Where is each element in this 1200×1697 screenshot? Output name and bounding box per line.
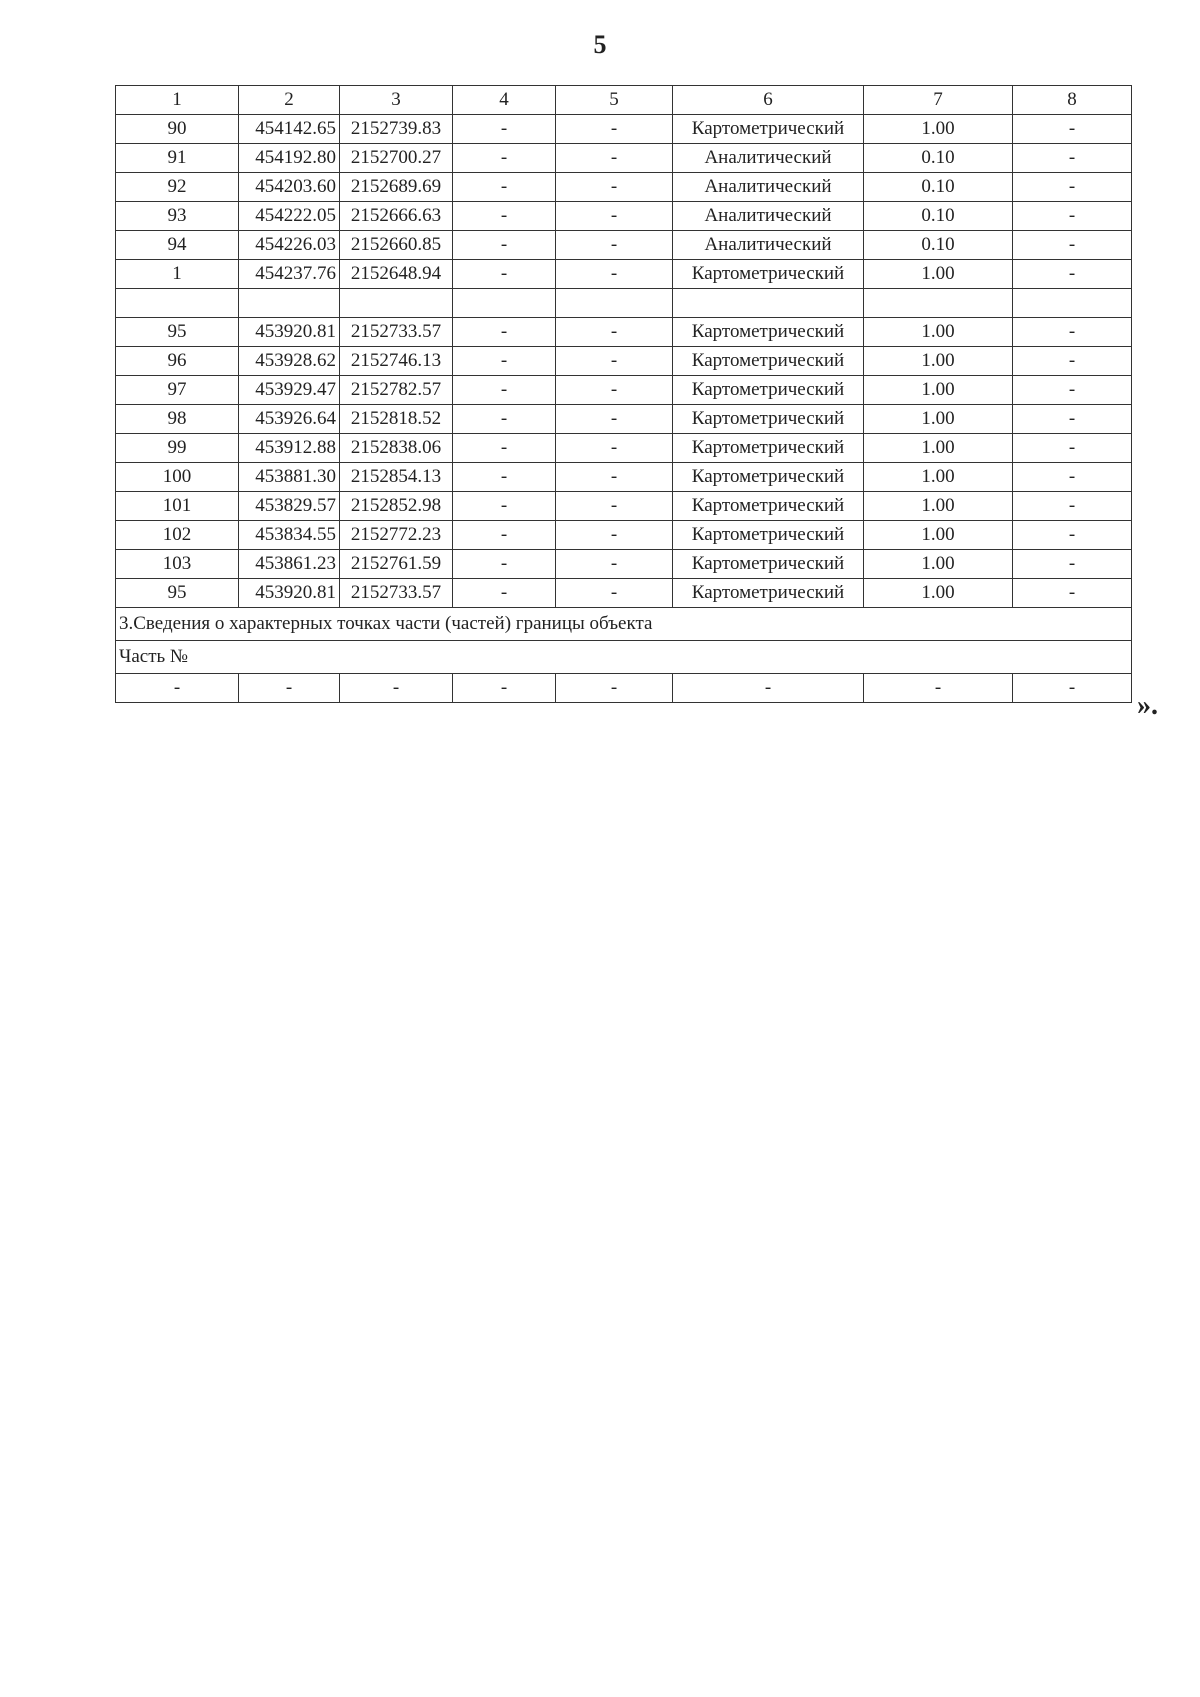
table-cell: 454226.03 (239, 231, 340, 260)
table-cell: - (1013, 202, 1132, 231)
table-cell: - (453, 463, 556, 492)
table-cell: - (556, 347, 673, 376)
table-cell: 2152700.27 (340, 144, 453, 173)
table-cell: - (556, 405, 673, 434)
table-cell: 454237.76 (239, 260, 340, 289)
table-cell: 1.00 (864, 521, 1013, 550)
table-cell: 2152660.85 (340, 231, 453, 260)
table-cell: 453881.30 (239, 463, 340, 492)
table-cell: 1.00 (864, 260, 1013, 289)
table-cell: - (1013, 434, 1132, 463)
header-cell: 8 (1013, 86, 1132, 115)
part-cell: - (340, 674, 453, 703)
table-cell: - (453, 318, 556, 347)
table-cell: 1.00 (864, 579, 1013, 608)
table-cell: - (1013, 492, 1132, 521)
table-cell: 453829.57 (239, 492, 340, 521)
table-cell: 97 (116, 376, 239, 405)
header-cell: 1 (116, 86, 239, 115)
table-cell: - (556, 376, 673, 405)
table-cell: - (1013, 405, 1132, 434)
table-cell: 0.10 (864, 202, 1013, 231)
table-cell: - (556, 115, 673, 144)
header-cell: 6 (673, 86, 864, 115)
table-cell: - (1013, 463, 1132, 492)
table-cell: - (556, 202, 673, 231)
section-3 (116, 608, 1132, 703)
table-row (116, 492, 1132, 521)
table-row (116, 434, 1132, 463)
table-cell: 1.00 (864, 347, 1013, 376)
table-cell: - (453, 521, 556, 550)
table-header-row (116, 86, 1132, 115)
table-cell: 2152648.94 (340, 260, 453, 289)
part-row (116, 674, 1132, 703)
table-cell: 1.00 (864, 550, 1013, 579)
table-cell: Картометрический (673, 463, 864, 492)
table-cell: - (556, 260, 673, 289)
table-row (116, 550, 1132, 579)
table-cell: - (556, 144, 673, 173)
table-cell: 0.10 (864, 231, 1013, 260)
table-row (116, 463, 1132, 492)
table-cell: 1.00 (864, 492, 1013, 521)
table-cell: 1.00 (864, 434, 1013, 463)
table-cell: 95 (116, 318, 239, 347)
table-cell: 0.10 (864, 173, 1013, 202)
table-cell: - (453, 579, 556, 608)
table-cell: 2152852.98 (340, 492, 453, 521)
table-cell: - (453, 492, 556, 521)
table-cell: 2152772.23 (340, 521, 453, 550)
table-cell: 453861.23 (239, 550, 340, 579)
table-cell: 453928.62 (239, 347, 340, 376)
table-cell: 2152818.52 (340, 405, 453, 434)
table-cell: 2152689.69 (340, 173, 453, 202)
table-cell: Аналитический (673, 202, 864, 231)
table-cell: - (453, 376, 556, 405)
table-cell: - (453, 550, 556, 579)
table-cell: 2152733.57 (340, 318, 453, 347)
table-row (116, 521, 1132, 550)
part-cell: - (453, 674, 556, 703)
section-3-title: 3.Сведения о характерных точках части (частей) границы объекта (116, 608, 1132, 641)
table-cell: 94 (116, 231, 239, 260)
table-cell: - (1013, 550, 1132, 579)
table-cell: 2152782.57 (340, 376, 453, 405)
table-cell: - (556, 173, 673, 202)
page-number: 5 (593, 30, 607, 59)
table-cell: 454192.80 (239, 144, 340, 173)
table-row (116, 347, 1132, 376)
table-cell: Аналитический (673, 173, 864, 202)
header-cell: 2 (239, 86, 340, 115)
table-cell: 92 (116, 173, 239, 202)
table-cell: - (556, 434, 673, 463)
table-cell: - (556, 550, 673, 579)
header-cell: 4 (453, 86, 556, 115)
table-cell: - (556, 231, 673, 260)
table-cell: 101 (116, 492, 239, 521)
table-cell: - (453, 347, 556, 376)
part-label-row (116, 641, 1132, 674)
table-cell: - (453, 115, 556, 144)
table-cell: 2152746.13 (340, 347, 453, 376)
table-cell: - (1013, 579, 1132, 608)
table-cell: 453926.64 (239, 405, 340, 434)
table-cell: - (1013, 521, 1132, 550)
table-cell: 98 (116, 405, 239, 434)
coordinates-table (115, 85, 1132, 703)
table-row (116, 115, 1132, 144)
table-row (116, 579, 1132, 608)
table-cell: - (1013, 347, 1132, 376)
table-cell: 99 (116, 434, 239, 463)
table-row (116, 318, 1132, 347)
table-cell: 1.00 (864, 376, 1013, 405)
header-cell: 7 (864, 86, 1013, 115)
table-cell: 2152761.59 (340, 550, 453, 579)
table-cell: - (1013, 231, 1132, 260)
table-cell: Картометрический (673, 579, 864, 608)
table-cell: 454142.65 (239, 115, 340, 144)
table-cell: Картометрический (673, 492, 864, 521)
table-cell: 454203.60 (239, 173, 340, 202)
table-cell: - (453, 260, 556, 289)
table-cell: 95 (116, 579, 239, 608)
contour-2-rows (116, 318, 1132, 608)
table-row (116, 260, 1132, 289)
table-cell: 453920.81 (239, 318, 340, 347)
table-row (116, 376, 1132, 405)
table-cell: 100 (116, 463, 239, 492)
table-cell: - (1013, 173, 1132, 202)
table-cell: 1.00 (864, 405, 1013, 434)
table-cell: Картометрический (673, 376, 864, 405)
table-cell: 453912.88 (239, 434, 340, 463)
table-cell: 90 (116, 115, 239, 144)
table-cell: Картометрический (673, 550, 864, 579)
table-cell: - (556, 318, 673, 347)
table-cell: 2152739.83 (340, 115, 453, 144)
table-cell: 2152854.13 (340, 463, 453, 492)
table-cell: 93 (116, 202, 239, 231)
table-cell: Картометрический (673, 405, 864, 434)
part-cell: - (239, 674, 340, 703)
closing-quote-mark: ». (1137, 690, 1158, 721)
table-cell: - (453, 231, 556, 260)
part-cell: - (864, 674, 1013, 703)
table-cell: Аналитический (673, 144, 864, 173)
blank-row (116, 289, 1132, 318)
section-3-title-row (116, 608, 1132, 641)
contour-1-rows (116, 115, 1132, 289)
table-cell: 453929.47 (239, 376, 340, 405)
table-cell: - (1013, 318, 1132, 347)
header-cell: 3 (340, 86, 453, 115)
table-cell: 453920.81 (239, 579, 340, 608)
table-cell: Картометрический (673, 318, 864, 347)
table-cell: Картометрический (673, 521, 864, 550)
table-cell: - (453, 434, 556, 463)
table-cell: - (453, 202, 556, 231)
table-cell: 2152733.57 (340, 579, 453, 608)
table-cell: Картометрический (673, 347, 864, 376)
table-cell: Аналитический (673, 231, 864, 260)
header-cell: 5 (556, 86, 673, 115)
table-cell: - (1013, 260, 1132, 289)
table-cell: 103 (116, 550, 239, 579)
table-row (116, 144, 1132, 173)
table-cell: - (1013, 144, 1132, 173)
table-cell: 96 (116, 347, 239, 376)
table-cell: Картометрический (673, 434, 864, 463)
part-cell: - (673, 674, 864, 703)
table-cell: - (556, 463, 673, 492)
table-cell: 102 (116, 521, 239, 550)
table-cell: - (556, 579, 673, 608)
table-cell: 2152838.06 (340, 434, 453, 463)
table-cell: 1.00 (864, 318, 1013, 347)
part-label: Часть № (116, 641, 1132, 674)
table-cell: 0.10 (864, 144, 1013, 173)
table-row (116, 231, 1132, 260)
table-cell: Картометрический (673, 115, 864, 144)
table-cell: - (1013, 115, 1132, 144)
table-cell: - (1013, 376, 1132, 405)
table-cell: - (453, 144, 556, 173)
table-cell: 2152666.63 (340, 202, 453, 231)
part-cell: - (1013, 674, 1132, 703)
table-row (116, 173, 1132, 202)
table-row (116, 405, 1132, 434)
table-cell: - (556, 521, 673, 550)
table-cell: - (453, 173, 556, 202)
table-cell: Картометрический (673, 260, 864, 289)
part-cell: - (556, 674, 673, 703)
table-cell: - (556, 492, 673, 521)
table-cell: 453834.55 (239, 521, 340, 550)
part-cell: - (116, 674, 239, 703)
contour-separator (116, 289, 1132, 318)
table-cell: - (453, 405, 556, 434)
table-cell: 1.00 (864, 115, 1013, 144)
table-cell: 91 (116, 144, 239, 173)
table-cell: 454222.05 (239, 202, 340, 231)
table-cell: 1.00 (864, 463, 1013, 492)
table-cell: 1 (116, 260, 239, 289)
table-row (116, 202, 1132, 231)
